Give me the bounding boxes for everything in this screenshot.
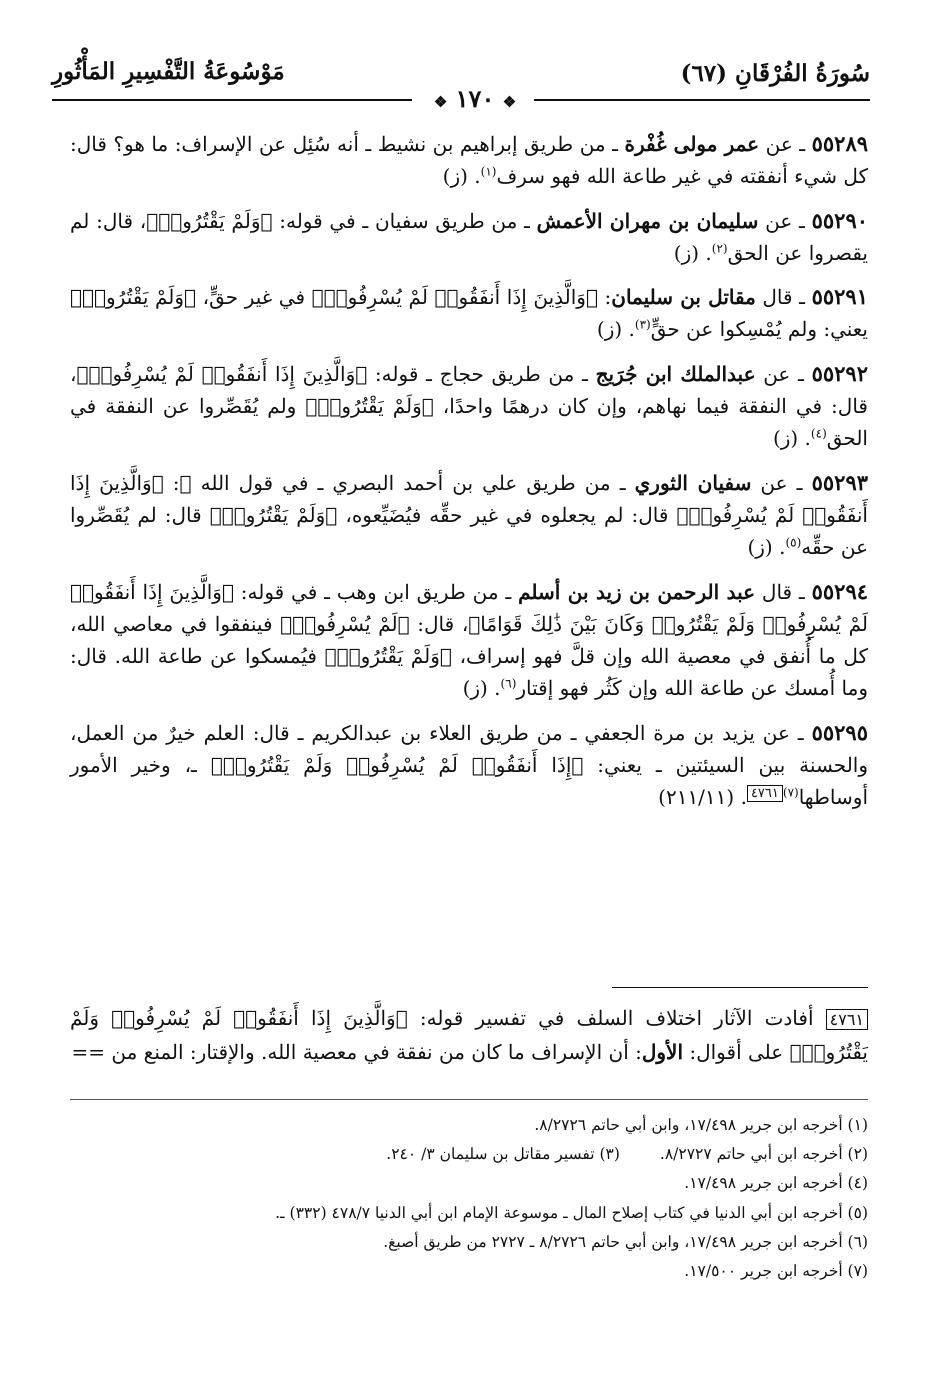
- entry-text: ـ من طريق ابن وهب ـ في قوله:: [233, 579, 519, 604]
- entry-number: ٥٥٢٩٣: [811, 469, 869, 495]
- footnote-ref: (٥): [785, 535, 802, 550]
- quran-quote: ﴿وَلَمْ يَقْتُرُوا۟﴾: [146, 208, 273, 233]
- book-title: مَوْسُوعَةُ التَّفْسِيرِ المَأْثُورِ: [52, 58, 285, 85]
- entry-number: ٥٥٢٩١: [811, 284, 868, 310]
- page-number: [412, 84, 538, 113]
- entries-list: [70, 128, 868, 826]
- entry-text: يعني: ولم يُمْسِكوا عن حقٍّ: [650, 317, 868, 342]
- entry-number: ٥٥٢٩٢: [811, 360, 868, 386]
- note-ref-box: ٤٧٦١: [747, 785, 783, 802]
- note-text-3: : أن الإسراف ما كان من نفقة في معصية الله. والإقتار: المنع من ==: [71, 1040, 642, 1064]
- header-rule-right: [534, 99, 870, 101]
- footnote: [70, 1111, 868, 1140]
- entry-text: . (ز): [747, 535, 786, 560]
- entry-text: . (ز): [442, 164, 481, 189]
- entry-text: فيُمسكوا عن طاعة الله. قال: وما أُمسك عن طاعة الله وإن كَثُر فهو إقتار: [70, 644, 868, 701]
- footnote-ref: (٤): [810, 426, 827, 441]
- surah-title: سُورَةُ الفُرْقَانِ (٦٧): [680, 60, 870, 87]
- entry: [70, 281, 868, 346]
- entry: [70, 576, 868, 705]
- ornament-icon: ❖: [433, 93, 448, 111]
- narrator-name: مقاتل بن سليمان: [611, 285, 756, 310]
- narrator-name: عبد الرحمن بن زيد بن أسلم: [518, 579, 756, 604]
- quran-quote: ﴿إِذَا أَنفَقُوا۟ لَمْ يُسْرِفُوا۟ وَلَمْ يَقْتُرُوا۟﴾: [210, 753, 584, 778]
- quran-quote: ﴿وَلَمْ يَقْتُرُوا۟﴾: [70, 285, 197, 310]
- footnote-text: (٧) أخرجه ابن جرير ١٧/٥٠٠.: [684, 1262, 868, 1281]
- page-number-text: ١٧٠: [455, 84, 495, 113]
- entry-text: ـ، وخير الأمور أوساطها: [70, 753, 868, 810]
- quran-quote: ﴿وَلَمْ يَقْتُرُوا۟﴾: [209, 502, 338, 527]
- narrator-name: عبدالملك ابن جُرَيج: [595, 361, 756, 386]
- entry-text: ولم يُقَصِّروا عن النفقة في الحق: [70, 394, 868, 451]
- entry-text: ـ قال: [755, 579, 812, 604]
- footnote-text: (١) أخرجه ابن جرير ١٧/٤٩٨، وابن أبي حاتم ٨/٢٧٢٦.: [534, 1116, 868, 1134]
- entry-text: قال: لم يُقَصِّروا عن حقِّه: [70, 502, 868, 560]
- entry-number: ٥٥٢٩٥: [811, 719, 868, 745]
- entry: [70, 358, 868, 455]
- footnotes-list: [70, 1111, 868, 1286]
- entry-text: ، قال:: [409, 611, 469, 636]
- entry-text: . (ز): [462, 676, 501, 701]
- footnote-ref: (٣): [634, 317, 651, 332]
- quran-quote: ﴿وَالَّذِينَ إِذَا أَنفَقُوا۟ لَمْ يُسْرِفُوا۟ وَلَمْ يَقْتُرُوا۟ وَكَانَ بَيْنَ ذَٰلِكَ قَوَامًا﴾: [70, 579, 868, 636]
- footnote-text: (٢) أخرجه ابن أبي حاتم ٨/٢٧٢٧.: [659, 1145, 868, 1164]
- entry-text: . (٢١١/١١): [658, 785, 747, 810]
- ornament-icon: ❖: [502, 93, 517, 111]
- entry-text: فينفقوا في معاصي الله، كل ما أُنفق في معصية الله وإن قلَّ فهو إسراف،: [70, 611, 868, 669]
- quran-quote: ﴿وَلَمْ يَقْتُرُوا۟﴾: [324, 644, 452, 669]
- entry: [70, 717, 868, 814]
- entry-text: قال: لم يجعلوه في غير حقِّه فيُضَيِّعوه،: [337, 502, 677, 527]
- entry-text: ـ قال: [755, 285, 812, 310]
- entry-text: . (ز): [596, 317, 635, 342]
- entry-text: ـ من طريق حجاج ـ قوله:: [367, 361, 596, 386]
- quran-quote: ﴿وَلَمْ يَقْتُرُوا۟﴾: [305, 394, 434, 419]
- entry-text: ـ عن: [751, 470, 812, 495]
- quran-quote: ﴿وَالَّذِينَ إِذَا أَنفَقُوا۟ لَمْ يُسْرِفُوا۟﴾: [70, 470, 868, 527]
- note-text-1: أفادت الآثار اختلاف السلف في تفسير قوله:: [407, 1006, 826, 1030]
- footnote-text: (٥) أخرجه ابن أبي الدنيا في كتاب إصلاح المال ـ موسوعة الإمام ابن أبي الدنيا ٤٧٨/٧ (٣٣٢) ـ.: [275, 1203, 868, 1222]
- entry-text: ـ من طريق علي بن أحمد البصري ـ في قول الله ﷻ:: [163, 470, 635, 495]
- footnote-ref: (٧): [782, 785, 799, 800]
- narrator-name: سليمان بن مهران الأعمش: [536, 208, 759, 233]
- footnote-text: (٦) أخرجه ابن جرير ١٧/٤٩٨، وابن أبي حاتم ٨/٢٧٢٦ ـ ٢٧٢٧ من طريق أصبغ.: [383, 1232, 868, 1251]
- entry-text: ـ عن: [759, 132, 812, 156]
- note-bold: الأول: [641, 1040, 683, 1064]
- footnote-text: (٣) تفسير مقاتل بن سليمان ٣/ ٢٤٠.: [386, 1145, 620, 1164]
- narrator-name: عمر مولى غُفْرة: [624, 132, 760, 156]
- footnote: [70, 1228, 868, 1257]
- entry-text: ، قال: لم يقصروا عن الحق: [70, 208, 868, 265]
- header-rule-left: [52, 99, 412, 101]
- entry-text: في غير حقٍّ،: [196, 285, 312, 310]
- footnote: [70, 1140, 868, 1169]
- footnote-ref: (١): [480, 164, 497, 179]
- quran-quote: ﴿لَمْ يُسْرِفُوا۟﴾: [280, 611, 410, 636]
- entry-text: ـ من طريق إبراهيم بن نشيط ـ أنه سُئِل عن الإسراف: ما هو؟ قال: كل شيء أنفقته في غير طاعة الله فهو سرف: [70, 132, 868, 189]
- entry-text: . (ز): [673, 240, 712, 265]
- entry-number: ٥٥٢٩٤: [811, 578, 869, 604]
- entry-text: ـ عن يزيد بن مرة الجعفي ـ من طريق العلاء بن عبدالكريم ـ قال: العلم خيرٌ من العمل، والحسنة بين السيئتين ـ يعني:: [70, 720, 869, 778]
- entry: [70, 128, 868, 193]
- footnote-separator: [70, 1099, 868, 1100]
- footnote-ref: (٦): [500, 676, 517, 691]
- narrator-name: سفيان الثوري: [634, 470, 752, 495]
- footnote-ref: (٢): [711, 241, 728, 256]
- note-quote: ﴿وَالَّذِينَ إِذَا أَنفَقُوا۟ لَمْ يُسْرِفُوا۟ وَلَمْ يَقْتُرُوا۟﴾: [70, 1006, 868, 1064]
- editor-note: [70, 1002, 868, 1069]
- entry: [70, 467, 868, 564]
- footnote: [70, 1257, 868, 1286]
- entry-number: ٥٥٢٩٠: [811, 207, 869, 233]
- entry-text: . (ز): [772, 426, 811, 451]
- entry-text: ـ عن: [755, 361, 812, 386]
- footnote: [70, 1169, 868, 1198]
- footnote: [70, 1199, 868, 1228]
- quran-quote: ﴿وَالَّذِينَ إِذَا أَنفَقُوا۟ لَمْ يُسْرِفُوا۟﴾: [311, 285, 598, 310]
- note-box-number: ٤٧٦١: [826, 1009, 868, 1030]
- entry-text: ـ عن: [758, 208, 812, 233]
- entry-text: ـ من طريق سفيان ـ في قوله:: [272, 208, 537, 233]
- note-separator: [612, 987, 868, 988]
- entry-number: ٥٥٢٨٩: [811, 131, 869, 156]
- note-text-2: على أقوال:: [683, 1040, 790, 1064]
- footnote-text: (٤) أخرجه ابن جرير ١٧/٤٩٨.: [684, 1174, 868, 1193]
- quran-quote: ﴿وَالَّذِينَ إِذَا أَنفَقُوا۟ لَمْ يُسْرِفُوا۟﴾: [76, 361, 368, 386]
- entry-text: :: [597, 285, 612, 310]
- entry: [70, 205, 868, 270]
- entry-text: ، قال: في النفقة فيما نهاهم، وإن كان درهمًا واحدًا،: [70, 361, 868, 419]
